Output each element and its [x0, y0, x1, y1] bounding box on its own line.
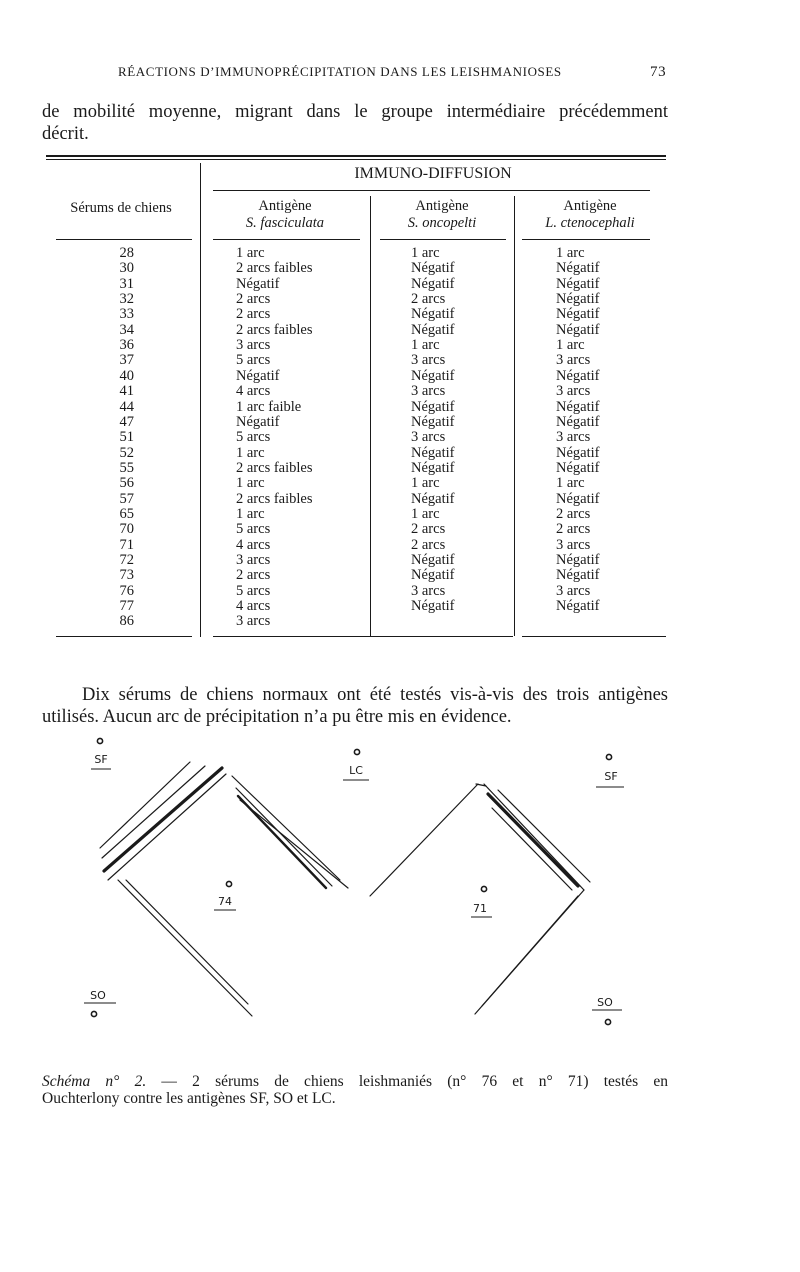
cell-sf: 2 arcs	[236, 306, 271, 323]
caption-label: Schéma n° 2.	[42, 1073, 147, 1090]
outro-paragraph	[42, 684, 668, 728]
cell-sera: 70	[119, 521, 134, 538]
antigen-name-sf: S. fasciculata	[245, 215, 325, 231]
cell-so: Négatif	[411, 490, 455, 507]
antigen-name-so: S. oncopelti	[407, 215, 477, 231]
cell-sera: 55	[119, 459, 134, 476]
antigen-header-sf	[200, 198, 370, 232]
cell-lc: Négatif	[556, 260, 600, 277]
cell-so: 1 arc	[411, 475, 440, 492]
cell-so: Négatif	[411, 598, 455, 614]
cell-sera: 51	[119, 429, 134, 446]
cell-sera: 30	[119, 260, 134, 277]
left-right-arc-1	[232, 776, 340, 880]
cell-sera: 65	[119, 505, 134, 522]
well-right-sf	[606, 754, 611, 759]
so-header-rule	[380, 239, 506, 240]
cell-lc: 3 arcs	[556, 536, 591, 553]
page-number: 73	[650, 64, 667, 80]
left-right-arc-3	[240, 800, 348, 888]
label-left-serum: 74	[218, 895, 232, 908]
diagram-svg	[0, 730, 800, 1070]
table-top-rule	[46, 155, 666, 157]
cell-so: Négatif	[411, 306, 455, 323]
right-side-arc-3	[498, 790, 590, 882]
running-title: RÉACTIONS D’IMMUNOPRÉCIPITATION DANS LES LEISHMANIOSES	[118, 64, 562, 79]
caption-line-1	[42, 1073, 668, 1090]
cell-lc: Négatif	[556, 552, 600, 568]
sera-header-rule	[56, 239, 192, 240]
cell-lc: 2 arcs	[556, 505, 591, 522]
cell-lc: Négatif	[556, 444, 600, 461]
group-header: IMMUNO-DIFFUSION	[354, 165, 512, 182]
cell-lc: Négatif	[556, 275, 600, 292]
cell-sera: 76	[119, 582, 134, 599]
label-right-so: SO	[597, 996, 613, 1009]
right-side-arc-thick	[488, 794, 578, 886]
antigen-header-lc	[514, 198, 666, 232]
cell-so: 3 arcs	[411, 429, 446, 446]
cell-lc: Négatif	[556, 598, 600, 614]
cell-sf: 1 arc	[236, 475, 265, 492]
caption-line-1-rest: — 2 sérums de chiens leishmaniés (n° 76 et n° 71) testés en	[161, 1073, 668, 1090]
cell-sf: 1 arc	[236, 444, 265, 461]
intro-line-2: décrit.	[42, 124, 89, 144]
cell-sf: Négatif	[236, 367, 280, 384]
group-header-rule	[213, 190, 650, 191]
cell-sf: 4 arcs	[236, 598, 271, 614]
cell-so: Négatif	[411, 367, 455, 384]
cell-sera: 32	[119, 291, 134, 308]
cell-lc: 1 arc	[556, 337, 585, 354]
cell-sera: 36	[119, 337, 134, 354]
cell-sera: 37	[119, 352, 134, 369]
right-side-arc-1	[484, 784, 584, 890]
cell-sf: 2 arcs faibles	[236, 459, 313, 476]
cell-sera: 71	[119, 536, 134, 553]
right-side-arc-2	[492, 808, 572, 890]
cell-so: Négatif	[411, 567, 455, 584]
label-right-sf: SF	[604, 770, 618, 783]
cell-sera: 52	[119, 444, 134, 461]
right-arc-1	[370, 784, 478, 896]
cell-sera: 33	[119, 306, 134, 323]
cell-so: Négatif	[411, 260, 455, 277]
label-right-serum: 71	[473, 902, 487, 915]
cell-sf: 5 arcs	[236, 352, 271, 369]
cell-so: 2 arcs	[411, 521, 446, 538]
sera-bottom-rule	[56, 636, 192, 637]
cell-sf: 5 arcs	[236, 521, 271, 538]
cell-lc: 3 arcs	[556, 383, 591, 400]
cell-sera: 41	[119, 383, 134, 400]
well-left-so	[91, 1011, 96, 1016]
cell-lc: Négatif	[556, 398, 600, 415]
cell-sera: 47	[119, 413, 134, 430]
cell-so: Négatif	[411, 459, 455, 476]
table-top-rule-thin	[46, 159, 666, 160]
cell-so: 3 arcs	[411, 352, 446, 369]
well-left-serum	[226, 881, 231, 886]
lc-header-rule	[522, 239, 650, 240]
cell-sf: Négatif	[236, 275, 280, 292]
cell-so: 1 arc	[411, 337, 440, 354]
label-left-so: SO	[90, 989, 106, 1002]
cell-sera: 28	[119, 245, 134, 261]
cell-sera: 34	[119, 321, 134, 338]
cell-sf: 2 arcs faibles	[236, 490, 313, 507]
cell-sera: 31	[119, 275, 134, 292]
cell-sf: 3 arcs	[236, 613, 271, 630]
cell-sera: 72	[119, 552, 134, 568]
antigen-word-so: Antigène	[415, 198, 469, 214]
well-right-serum	[481, 886, 486, 891]
cell-lc: 3 arcs	[556, 429, 591, 446]
table-bottom-rule	[213, 636, 513, 637]
intro-line-1: de mobilité moyenne, migrant dans le groupe intermédiaire précédemment	[42, 102, 668, 122]
figure-caption	[42, 1073, 668, 1107]
cell-lc: Négatif	[556, 367, 600, 384]
cell-so: Négatif	[411, 398, 455, 415]
cell-so: 3 arcs	[411, 582, 446, 599]
cell-sf: 1 arc	[236, 505, 265, 522]
well-left-sf	[97, 738, 102, 743]
cell-sf: 3 arcs	[236, 552, 271, 568]
intro-paragraph	[42, 101, 668, 145]
cell-lc: Négatif	[556, 291, 600, 308]
cell-sf: 2 arcs faibles	[236, 321, 313, 338]
cell-so: 3 arcs	[411, 383, 446, 400]
cell-lc: 3 arcs	[556, 582, 591, 599]
sf-header-rule	[213, 239, 360, 240]
cell-so: Négatif	[411, 444, 455, 461]
right-lower-arc-2	[482, 896, 578, 1006]
ouchterlony-diagram	[0, 730, 800, 1070]
cell-sf: 2 arcs	[236, 567, 271, 584]
cell-lc: 2 arcs	[556, 521, 591, 538]
cell-sera: 86	[119, 613, 134, 630]
cell-so: 1 arc	[411, 245, 440, 261]
cell-sera: 73	[119, 567, 134, 584]
cell-sera: 77	[119, 598, 134, 614]
cell-lc: Négatif	[556, 459, 600, 476]
cell-sera: 44	[119, 398, 134, 415]
table-divider-sera	[200, 163, 201, 637]
cell-sf: 4 arcs	[236, 536, 271, 553]
cell-lc: Négatif	[556, 321, 600, 338]
cell-sf: 3 arcs	[236, 337, 271, 354]
outro-line-2: utilisés. Aucun arc de précipitation n’a pu être mis en évidence.	[42, 707, 512, 727]
lc-bottom-rule	[522, 636, 666, 637]
well-center-lc	[354, 749, 359, 754]
cell-sera: 57	[119, 490, 134, 507]
left-arc-2	[102, 766, 205, 858]
table-divider-so	[514, 196, 515, 636]
cell-lc: 1 arc	[556, 475, 585, 492]
cell-lc: Négatif	[556, 490, 600, 507]
cell-sf: 1 arc faible	[236, 398, 302, 415]
cell-lc: Négatif	[556, 306, 600, 323]
outro-line-1: Dix sérums de chiens normaux ont été testés vis-à-vis des trois antigènes	[82, 685, 668, 705]
cell-sf: 5 arcs	[236, 429, 271, 446]
well-right-so	[605, 1019, 610, 1024]
cell-sf: 5 arcs	[236, 582, 271, 599]
cell-sf: 2 arcs faibles	[236, 260, 313, 277]
cell-sera: 40	[119, 367, 134, 384]
table-divider-sf	[370, 196, 371, 636]
antigen-word-sf: Antigène	[258, 198, 312, 214]
cell-sera: 56	[119, 475, 134, 492]
antigen-word-lc: Antigène	[563, 198, 617, 214]
label-center-lc: LC	[349, 764, 363, 777]
cell-so: 1 arc	[411, 505, 440, 522]
antigen-name-lc: L. ctenocephali	[545, 215, 635, 231]
cell-so: Négatif	[411, 275, 455, 292]
cell-sf: 1 arc	[236, 245, 265, 261]
cell-lc: Négatif	[556, 413, 600, 430]
left-right-arc-2	[236, 788, 332, 886]
cell-so: 2 arcs	[411, 536, 446, 553]
left-arc-3	[108, 774, 226, 880]
cell-so: Négatif	[411, 413, 455, 430]
cell-lc: 1 arc	[556, 245, 585, 261]
antigen-header-so	[370, 198, 514, 232]
cell-sf: 2 arcs	[236, 291, 271, 308]
cell-so: Négatif	[411, 321, 455, 338]
cell-sf: Négatif	[236, 413, 280, 430]
cell-lc: Négatif	[556, 567, 600, 584]
sera-header: Sérums de chiens	[70, 200, 172, 216]
caption-line-2: Ouchterlony contre les antigènes SF, SO et LC.	[42, 1090, 336, 1107]
cell-so: 2 arcs	[411, 291, 446, 308]
cell-lc: 3 arcs	[556, 352, 591, 369]
left-arc-thick	[104, 768, 222, 871]
cell-so: Négatif	[411, 552, 455, 568]
cell-sf: 4 arcs	[236, 383, 271, 400]
label-left-sf: SF	[94, 753, 108, 766]
